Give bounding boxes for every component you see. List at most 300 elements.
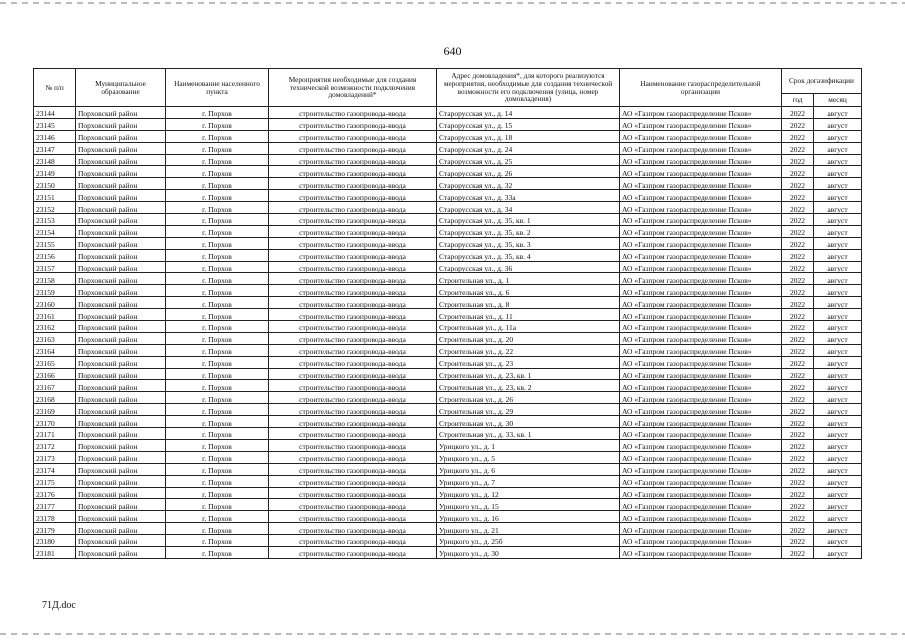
cell-num: 23146 <box>34 130 76 142</box>
cell-month: август <box>814 404 862 416</box>
cell-address: Урицкого ул., д. 5 <box>437 451 620 463</box>
cell-year: 2022 <box>782 428 814 440</box>
table-row <box>34 214 862 226</box>
cell-year: 2022 <box>782 249 814 261</box>
page-number: 640 <box>443 44 462 58</box>
cell-action: строительство газопровода-ввода <box>269 439 437 451</box>
cell-num: 23175 <box>34 475 76 487</box>
header-month: месяц <box>814 94 862 107</box>
cell-month: август <box>814 416 862 428</box>
cell-org: АО «Газпром газораспределение Псков» <box>620 202 782 214</box>
table-row <box>34 428 862 440</box>
table-row <box>34 178 862 190</box>
header-settlement: Наименование населенного пункта <box>166 69 269 107</box>
cell-settlement: г. Порхов <box>166 142 269 154</box>
cell-action: строительство газопровода-ввода <box>269 487 437 499</box>
gasification-table <box>33 68 862 559</box>
cell-address: Старорусская ул., д. 32 <box>437 178 620 190</box>
cell-municipality: Порховский район <box>76 499 166 511</box>
cell-year: 2022 <box>782 285 814 297</box>
cell-municipality: Порховский район <box>76 130 166 142</box>
cell-year: 2022 <box>782 392 814 404</box>
cell-municipality: Порховский район <box>76 249 166 261</box>
cell-address: Строительная ул., д. 8 <box>437 297 620 309</box>
table-row <box>34 107 862 119</box>
cell-year: 2022 <box>782 487 814 499</box>
cell-org: АО «Газпром газораспределение Псков» <box>620 368 782 380</box>
cell-num: 23177 <box>34 499 76 511</box>
cell-org: АО «Газпром газораспределение Псков» <box>620 451 782 463</box>
cell-num: 23156 <box>34 249 76 261</box>
cell-municipality: Порховский район <box>76 380 166 392</box>
cell-action: строительство газопровода-ввода <box>269 511 437 523</box>
table-row <box>34 154 862 166</box>
cell-org: АО «Газпром газораспределение Псков» <box>620 332 782 344</box>
cell-municipality: Порховский район <box>76 273 166 285</box>
cell-municipality: Порховский район <box>76 439 166 451</box>
cell-settlement: г. Порхов <box>166 178 269 190</box>
cell-year: 2022 <box>782 142 814 154</box>
header-actions: Мероприятия необходимые для создания технической возможности подключения домовладений* <box>269 69 437 107</box>
cell-year: 2022 <box>782 475 814 487</box>
cell-year: 2022 <box>782 368 814 380</box>
cell-year: 2022 <box>782 356 814 368</box>
cell-municipality: Порховский район <box>76 487 166 499</box>
cell-month: август <box>814 130 862 142</box>
cell-org: АО «Газпром газораспределение Псков» <box>620 356 782 368</box>
cell-year: 2022 <box>782 523 814 535</box>
cell-address: Строительная ул., д. 23, кв. 2 <box>437 380 620 392</box>
cell-org: АО «Газпром газораспределение Псков» <box>620 225 782 237</box>
cell-municipality: Порховский район <box>76 142 166 154</box>
cell-month: август <box>814 214 862 226</box>
cell-municipality: Порховский район <box>76 344 166 356</box>
cell-org: АО «Газпром газораспределение Псков» <box>620 118 782 130</box>
cell-month: август <box>814 107 862 119</box>
cell-year: 2022 <box>782 511 814 523</box>
cell-address: Старорусская ул., д. 34 <box>437 202 620 214</box>
cell-org: АО «Газпром газораспределение Псков» <box>620 487 782 499</box>
cell-year: 2022 <box>782 546 814 558</box>
cell-org: АО «Газпром газораспределение Псков» <box>620 428 782 440</box>
cell-address: Строительная ул., д. 23 <box>437 356 620 368</box>
table-row <box>34 166 862 178</box>
table-row <box>34 356 862 368</box>
cell-action: строительство газопровода-ввода <box>269 225 437 237</box>
cell-org: АО «Газпром газораспределение Псков» <box>620 273 782 285</box>
footer-filename: 71Д.doc <box>42 600 76 611</box>
cell-action: строительство газопровода-ввода <box>269 404 437 416</box>
cell-num: 23180 <box>34 535 76 547</box>
cell-year: 2022 <box>782 107 814 119</box>
cell-org: АО «Газпром газораспределение Псков» <box>620 309 782 321</box>
cell-month: август <box>814 451 862 463</box>
cell-action: строительство газопровода-ввода <box>269 142 437 154</box>
cell-year: 2022 <box>782 535 814 547</box>
table-row <box>34 142 862 154</box>
header-address: Адрес домовладения*, для которого реализуются мероприятия, необходимые для создания технической возможности его подключения (улица, номер домовладения) <box>437 69 620 107</box>
cell-org: АО «Газпром газораспределение Псков» <box>620 297 782 309</box>
cell-action: строительство газопровода-ввода <box>269 178 437 190</box>
cell-month: август <box>814 475 862 487</box>
cell-month: август <box>814 511 862 523</box>
cell-num: 23168 <box>34 392 76 404</box>
cell-settlement: г. Порхов <box>166 249 269 261</box>
cell-org: АО «Газпром газораспределение Псков» <box>620 344 782 356</box>
cell-org: АО «Газпром газораспределение Псков» <box>620 154 782 166</box>
table-row <box>34 261 862 273</box>
cell-year: 2022 <box>782 439 814 451</box>
cell-settlement: г. Порхов <box>166 344 269 356</box>
cell-municipality: Порховский район <box>76 356 166 368</box>
cell-address: Урицкого ул., д. 21 <box>437 523 620 535</box>
cell-month: август <box>814 356 862 368</box>
cell-num: 23163 <box>34 332 76 344</box>
cell-num: 23150 <box>34 178 76 190</box>
cell-municipality: Порховский район <box>76 523 166 535</box>
cell-action: строительство газопровода-ввода <box>269 190 437 202</box>
cell-address: Урицкого ул., д. 16 <box>437 511 620 523</box>
cell-action: строительство газопровода-ввода <box>269 535 437 547</box>
cell-year: 2022 <box>782 404 814 416</box>
cell-action: строительство газопровода-ввода <box>269 380 437 392</box>
table-row <box>34 130 862 142</box>
cell-year: 2022 <box>782 451 814 463</box>
cell-org: АО «Газпром газораспределение Псков» <box>620 249 782 261</box>
cell-org: АО «Газпром газораспределение Псков» <box>620 499 782 511</box>
cell-month: август <box>814 297 862 309</box>
cell-num: 23144 <box>34 107 76 119</box>
cell-year: 2022 <box>782 463 814 475</box>
cell-municipality: Порховский район <box>76 190 166 202</box>
cell-year: 2022 <box>782 273 814 285</box>
table-row <box>34 499 862 511</box>
cell-municipality: Порховский район <box>76 392 166 404</box>
cell-num: 23173 <box>34 451 76 463</box>
cell-address: Строительная ул., д. 26 <box>437 392 620 404</box>
cell-address: Строительная ул., д. 22 <box>437 344 620 356</box>
table-row <box>34 344 862 356</box>
cell-municipality: Порховский район <box>76 214 166 226</box>
cell-municipality: Порховский район <box>76 225 166 237</box>
cell-num: 23157 <box>34 261 76 273</box>
cell-municipality: Порховский район <box>76 154 166 166</box>
cell-year: 2022 <box>782 261 814 273</box>
cell-address: Старорусская ул., д. 35, кв. 1 <box>437 214 620 226</box>
cell-action: строительство газопровода-ввода <box>269 546 437 558</box>
cell-num: 23153 <box>34 214 76 226</box>
cell-org: АО «Газпром газораспределение Псков» <box>620 546 782 558</box>
table-row <box>34 463 862 475</box>
cell-num: 23174 <box>34 463 76 475</box>
cell-municipality: Порховский район <box>76 118 166 130</box>
table-row <box>34 546 862 558</box>
cell-month: август <box>814 202 862 214</box>
cell-month: август <box>814 321 862 333</box>
cell-action: строительство газопровода-ввода <box>269 130 437 142</box>
cell-month: август <box>814 392 862 404</box>
cell-address: Старорусская ул., д. 26 <box>437 166 620 178</box>
table-row <box>34 332 862 344</box>
cell-num: 23159 <box>34 285 76 297</box>
cell-month: август <box>814 225 862 237</box>
scan-edge-top <box>0 2 905 4</box>
table-row <box>34 309 862 321</box>
cell-action: строительство газопровода-ввода <box>269 214 437 226</box>
table-row <box>34 321 862 333</box>
cell-num: 23161 <box>34 309 76 321</box>
cell-settlement: г. Порхов <box>166 511 269 523</box>
cell-settlement: г. Порхов <box>166 356 269 368</box>
cell-month: август <box>814 273 862 285</box>
cell-address: Старорусская ул., д. 35, кв. 3 <box>437 237 620 249</box>
cell-municipality: Порховский район <box>76 107 166 119</box>
cell-org: АО «Газпром газораспределение Псков» <box>620 416 782 428</box>
cell-year: 2022 <box>782 309 814 321</box>
cell-org: АО «Газпром газораспределение Псков» <box>620 535 782 547</box>
cell-action: строительство газопровода-ввода <box>269 428 437 440</box>
header-municipality: Муниципальное образование <box>76 69 166 107</box>
cell-org: АО «Газпром газораспределение Псков» <box>620 178 782 190</box>
cell-month: август <box>814 154 862 166</box>
cell-month: август <box>814 142 862 154</box>
cell-month: август <box>814 546 862 558</box>
cell-municipality: Порховский район <box>76 511 166 523</box>
cell-num: 23158 <box>34 273 76 285</box>
cell-org: АО «Газпром газораспределение Псков» <box>620 214 782 226</box>
cell-address: Строительная ул., д. 11 <box>437 309 620 321</box>
cell-month: август <box>814 237 862 249</box>
cell-num: 23171 <box>34 428 76 440</box>
table-row <box>34 237 862 249</box>
cell-num: 23148 <box>34 154 76 166</box>
cell-address: Урицкого ул., д. 30 <box>437 546 620 558</box>
cell-municipality: Порховский район <box>76 178 166 190</box>
cell-municipality: Порховский район <box>76 368 166 380</box>
cell-year: 2022 <box>782 202 814 214</box>
cell-action: строительство газопровода-ввода <box>269 261 437 273</box>
cell-settlement: г. Порхов <box>166 546 269 558</box>
cell-municipality: Порховский район <box>76 321 166 333</box>
cell-action: строительство газопровода-ввода <box>269 332 437 344</box>
cell-action: строительство газопровода-ввода <box>269 356 437 368</box>
cell-month: август <box>814 499 862 511</box>
table-row <box>34 404 862 416</box>
cell-num: 23178 <box>34 511 76 523</box>
table-row <box>34 368 862 380</box>
cell-settlement: г. Порхов <box>166 428 269 440</box>
cell-action: строительство газопровода-ввода <box>269 368 437 380</box>
cell-settlement: г. Порхов <box>166 487 269 499</box>
header-year: год <box>782 94 814 107</box>
cell-num: 23152 <box>34 202 76 214</box>
cell-address: Строительная ул., д. 29 <box>437 404 620 416</box>
scan-edge-bottom <box>0 633 905 635</box>
header-org: Наименование газораспределительной организации <box>620 69 782 107</box>
cell-num: 23151 <box>34 190 76 202</box>
cell-municipality: Порховский район <box>76 261 166 273</box>
cell-action: строительство газопровода-ввода <box>269 392 437 404</box>
table-row <box>34 202 862 214</box>
cell-action: строительство газопровода-ввода <box>269 118 437 130</box>
cell-municipality: Порховский район <box>76 237 166 249</box>
cell-org: АО «Газпром газораспределение Псков» <box>620 439 782 451</box>
cell-settlement: г. Порхов <box>166 154 269 166</box>
cell-year: 2022 <box>782 130 814 142</box>
cell-address: Урицкого ул., д. 15 <box>437 499 620 511</box>
cell-settlement: г. Порхов <box>166 107 269 119</box>
cell-settlement: г. Порхов <box>166 225 269 237</box>
cell-address: Строительная ул., д. 1 <box>437 273 620 285</box>
cell-settlement: г. Порхов <box>166 130 269 142</box>
cell-municipality: Порховский район <box>76 404 166 416</box>
cell-year: 2022 <box>782 190 814 202</box>
cell-settlement: г. Порхов <box>166 392 269 404</box>
cell-num: 23155 <box>34 237 76 249</box>
cell-settlement: г. Порхов <box>166 499 269 511</box>
cell-address: Урицкого ул., д. 6 <box>437 463 620 475</box>
cell-action: строительство газопровода-ввода <box>269 166 437 178</box>
cell-municipality: Порховский район <box>76 297 166 309</box>
cell-settlement: г. Порхов <box>166 451 269 463</box>
cell-year: 2022 <box>782 380 814 392</box>
table-row <box>34 380 862 392</box>
cell-municipality: Порховский район <box>76 428 166 440</box>
cell-year: 2022 <box>782 166 814 178</box>
cell-org: АО «Газпром газораспределение Псков» <box>620 392 782 404</box>
cell-action: строительство газопровода-ввода <box>269 154 437 166</box>
table-row <box>34 285 862 297</box>
cell-address: Урицкого ул., д. 12 <box>437 487 620 499</box>
cell-action: строительство газопровода-ввода <box>269 249 437 261</box>
cell-org: АО «Газпром газораспределение Псков» <box>620 107 782 119</box>
cell-action: строительство газопровода-ввода <box>269 463 437 475</box>
cell-settlement: г. Порхов <box>166 118 269 130</box>
cell-municipality: Порховский район <box>76 475 166 487</box>
cell-settlement: г. Порхов <box>166 261 269 273</box>
cell-settlement: г. Порхов <box>166 202 269 214</box>
cell-year: 2022 <box>782 225 814 237</box>
cell-month: август <box>814 285 862 297</box>
cell-year: 2022 <box>782 332 814 344</box>
cell-org: АО «Газпром газораспределение Псков» <box>620 130 782 142</box>
cell-month: август <box>814 428 862 440</box>
cell-org: АО «Газпром газораспределение Псков» <box>620 511 782 523</box>
cell-num: 23172 <box>34 439 76 451</box>
cell-settlement: г. Порхов <box>166 285 269 297</box>
cell-address: Старорусская ул., д. 25 <box>437 154 620 166</box>
cell-num: 23166 <box>34 368 76 380</box>
cell-settlement: г. Порхов <box>166 237 269 249</box>
header-term: Срок догазификации <box>782 69 862 94</box>
table-row <box>34 475 862 487</box>
cell-action: строительство газопровода-ввода <box>269 273 437 285</box>
table-row <box>34 190 862 202</box>
cell-municipality: Порховский район <box>76 463 166 475</box>
cell-action: строительство газопровода-ввода <box>269 321 437 333</box>
cell-year: 2022 <box>782 499 814 511</box>
table-row <box>34 439 862 451</box>
cell-month: август <box>814 261 862 273</box>
cell-municipality: Порховский район <box>76 535 166 547</box>
cell-org: АО «Газпром газораспределение Псков» <box>620 285 782 297</box>
cell-settlement: г. Порхов <box>166 475 269 487</box>
cell-year: 2022 <box>782 416 814 428</box>
cell-settlement: г. Порхов <box>166 523 269 535</box>
cell-address: Строительная ул., д. 23, кв. 1 <box>437 368 620 380</box>
cell-month: август <box>814 463 862 475</box>
cell-action: строительство газопровода-ввода <box>269 237 437 249</box>
cell-address: Урицкого ул., д. 25б <box>437 535 620 547</box>
cell-year: 2022 <box>782 214 814 226</box>
cell-action: строительство газопровода-ввода <box>269 523 437 535</box>
cell-year: 2022 <box>782 237 814 249</box>
cell-settlement: г. Порхов <box>166 380 269 392</box>
cell-action: строительство газопровода-ввода <box>269 344 437 356</box>
cell-settlement: г. Порхов <box>166 297 269 309</box>
cell-action: строительство газопровода-ввода <box>269 297 437 309</box>
table-row <box>34 523 862 535</box>
table-row <box>34 535 862 547</box>
cell-num: 23164 <box>34 344 76 356</box>
cell-municipality: Порховский район <box>76 451 166 463</box>
cell-year: 2022 <box>782 321 814 333</box>
cell-address: Старорусская ул., д. 35, кв. 4 <box>437 249 620 261</box>
cell-municipality: Порховский район <box>76 416 166 428</box>
cell-year: 2022 <box>782 118 814 130</box>
cell-org: АО «Газпром газораспределение Псков» <box>620 380 782 392</box>
cell-address: Старорусская ул., д. 24 <box>437 142 620 154</box>
cell-municipality: Порховский район <box>76 546 166 558</box>
cell-org: АО «Газпром газораспределение Псков» <box>620 237 782 249</box>
cell-address: Старорусская ул., д. 33а <box>437 190 620 202</box>
cell-month: август <box>814 439 862 451</box>
cell-org: АО «Газпром газораспределение Псков» <box>620 166 782 178</box>
cell-num: 23167 <box>34 380 76 392</box>
cell-address: Урицкого ул., д. 7 <box>437 475 620 487</box>
cell-org: АО «Газпром газораспределение Псков» <box>620 463 782 475</box>
cell-address: Строительная ул., д. 6 <box>437 285 620 297</box>
cell-settlement: г. Порхов <box>166 190 269 202</box>
cell-org: АО «Газпром газораспределение Псков» <box>620 261 782 273</box>
cell-address: Старорусская ул., д. 36 <box>437 261 620 273</box>
cell-num: 23160 <box>34 297 76 309</box>
cell-num: 23170 <box>34 416 76 428</box>
cell-month: август <box>814 118 862 130</box>
cell-address: Старорусская ул., д. 18 <box>437 130 620 142</box>
cell-month: август <box>814 178 862 190</box>
cell-month: август <box>814 523 862 535</box>
header-num: № п/п <box>34 69 76 107</box>
cell-address: Старорусская ул., д. 15 <box>437 118 620 130</box>
cell-municipality: Порховский район <box>76 309 166 321</box>
cell-org: АО «Газпром газораспределение Псков» <box>620 321 782 333</box>
cell-municipality: Порховский район <box>76 166 166 178</box>
cell-org: АО «Газпром газораспределение Псков» <box>620 404 782 416</box>
table-row <box>34 297 862 309</box>
cell-org: АО «Газпром газораспределение Псков» <box>620 142 782 154</box>
cell-month: август <box>814 487 862 499</box>
cell-municipality: Порховский район <box>76 332 166 344</box>
cell-address: Строительная ул., д. 11а <box>437 321 620 333</box>
cell-month: август <box>814 344 862 356</box>
cell-address: Строительная ул., д. 33, кв. 1 <box>437 428 620 440</box>
cell-month: август <box>814 166 862 178</box>
cell-month: август <box>814 249 862 261</box>
cell-action: строительство газопровода-ввода <box>269 451 437 463</box>
cell-address: Строительная ул., д. 20 <box>437 332 620 344</box>
cell-year: 2022 <box>782 297 814 309</box>
